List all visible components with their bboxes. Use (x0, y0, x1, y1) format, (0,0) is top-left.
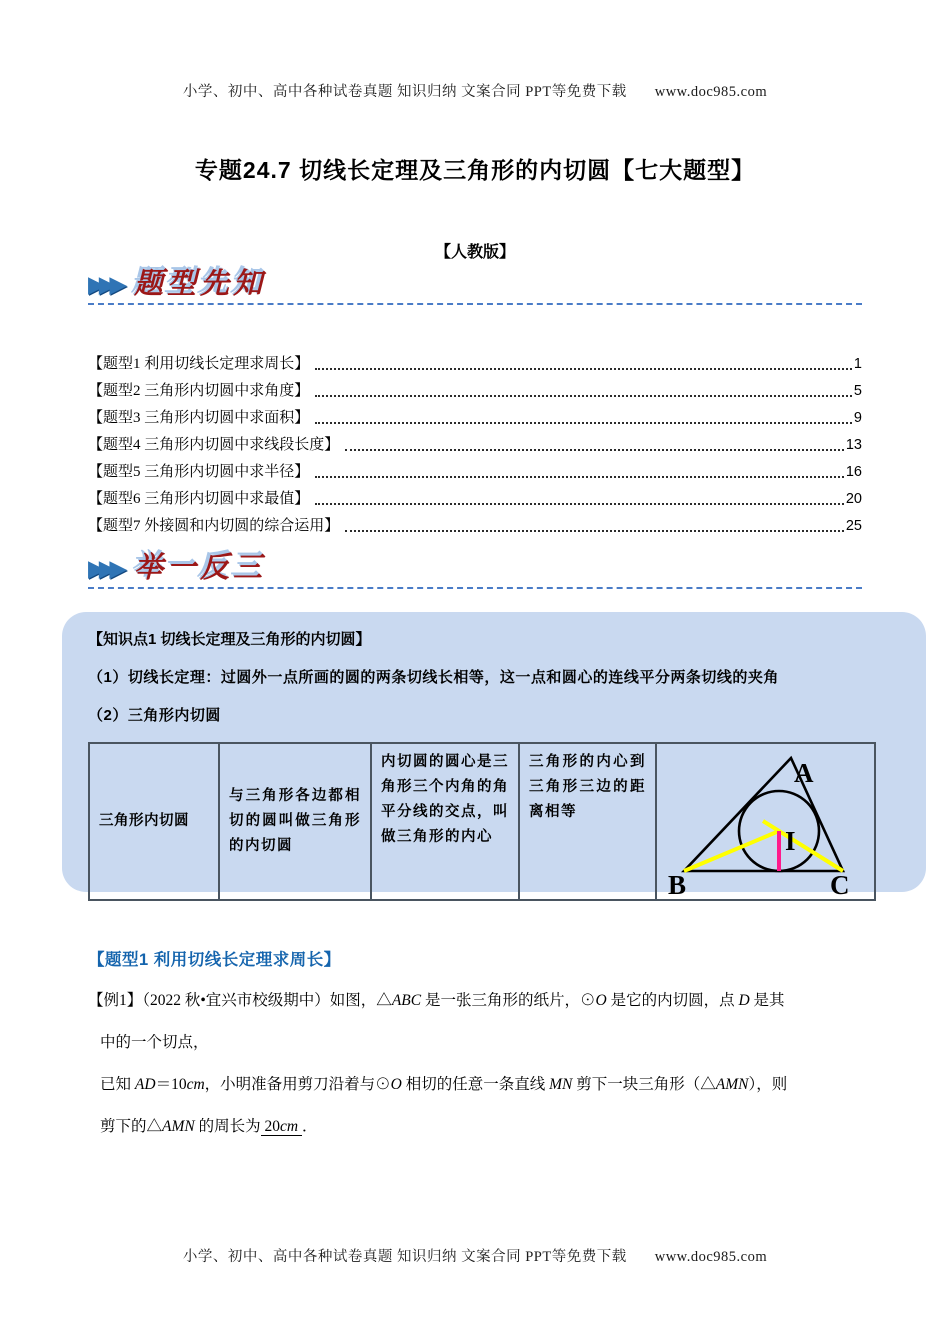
toc-page-number: 13 (845, 437, 862, 453)
page-header (0, 80, 950, 101)
toc-item[interactable] (88, 374, 862, 401)
example-line-1: 【例1】（2022 秋•宜兴市校级期中）如图，△ABC 是一张三角形的纸片，⊙O 是它的内切圆，点 D 是其 (88, 992, 785, 1009)
footer-site-link[interactable]: www.doc985.com (654, 1249, 768, 1265)
toc-dotted-leader (315, 476, 844, 478)
toc-item[interactable] (88, 482, 862, 509)
bisector-from-B (684, 831, 779, 871)
knowledge-point-1: （1）切线长定理：过圆外一点所画的圆的两条切线长相等，这一点和圆心的连线平分两条切线的夹角 (88, 669, 779, 686)
toc-item[interactable] (88, 347, 862, 374)
toc-item[interactable] (88, 401, 862, 428)
table-row (89, 743, 875, 900)
header-site-link[interactable]: www.doc985.com (654, 84, 768, 100)
type1-section-heading: 【题型1 利用切线长定理求周长】 (88, 951, 341, 969)
knowledge-point-box (62, 612, 926, 896)
toc-item-label: 【题型4 三角形内切圆中求线段长度】 (88, 437, 340, 453)
toc-page-number: 9 (853, 410, 862, 426)
toc-item-label: 【题型7 外接圆和内切圆的综合运用】 (88, 518, 340, 534)
example-line-4: 剪下的△AMN 的周长为 20cm ． (100, 1118, 318, 1135)
document-title: 专题24.7 切线长定理及三角形的内切圆【七大题型】 (194, 157, 756, 183)
example-line-2: 中的一个切点， (100, 1034, 209, 1051)
incircle-diagram (658, 745, 873, 896)
edition-label: 【人教版】 (434, 244, 515, 261)
toc-page-number: 1 (853, 356, 862, 372)
toc-item[interactable] (88, 455, 862, 482)
header-promo-text: 小学、初中、高中各种试卷真题 知识归纳 文案合同 PPT等免费下载 (182, 84, 627, 100)
toc-item[interactable] (88, 428, 862, 455)
toc-dotted-leader (345, 530, 844, 532)
toc-page-number: 5 (853, 383, 862, 399)
table-cell-property: 三角形的内心到三角形三边的距离相等 (519, 743, 656, 900)
toc-dotted-leader (315, 422, 852, 424)
toc-item-label: 【题型6 三角形内切圆中求最值】 (88, 491, 310, 507)
section-banner-topic-preview (88, 268, 862, 305)
table-cell-definition: 与三角形各边都相切的圆叫做三角形的内切圆 (219, 743, 371, 900)
toc-item-label: 【题型2 三角形内切圆中求角度】 (88, 383, 310, 399)
toc-page-number: 20 (845, 491, 862, 507)
banner-title: 题型先知 (134, 268, 267, 300)
incenter-label-I: I (785, 826, 798, 856)
toc-page-number: 25 (845, 518, 862, 534)
table-of-contents (88, 347, 862, 536)
triple-arrow-icon: ▶▶▶ (88, 556, 121, 582)
knowledge-point-2: （2）三角形内切圆 (88, 707, 221, 724)
page-footer (0, 1245, 950, 1266)
vertex-label-C: C (830, 870, 851, 896)
toc-item-label: 【题型3 三角形内切圆中求面积】 (88, 410, 310, 426)
toc-item[interactable] (88, 509, 862, 536)
knowledge-point-heading: 【知识点1 切线长定理及三角形的内切圆】 (88, 631, 371, 648)
toc-item-label: 【题型1 利用切线长定理求周长】 (88, 356, 310, 372)
footer-promo-text: 小学、初中、高中各种试卷真题 知识归纳 文案合同 PPT等免费下载 (182, 1249, 627, 1265)
toc-dotted-leader (315, 368, 852, 370)
example-line-3: 已知 AD＝10cm，小明准备用剪刀沿着与⊙O 相切的任意一条直线 MN 剪下一块三角形（△AMN），则 (100, 1076, 788, 1093)
triple-arrow-icon: ▶▶▶ (88, 272, 121, 298)
toc-dotted-leader (345, 449, 844, 451)
vertex-label-A: A (794, 758, 815, 788)
toc-page-number: 16 (845, 464, 862, 480)
banner-title: 举一反三 (134, 552, 267, 584)
toc-item-label: 【题型5 三角形内切圆中求半径】 (88, 464, 310, 480)
toc-dotted-leader (315, 503, 844, 505)
table-cell-incenter: 内切圆的圆心是三角形三个内角的角平分线的交点，叫做三角形的内心 (371, 743, 519, 900)
section-banner-practice (88, 552, 862, 589)
table-cell-term: 三角形内切圆 (89, 743, 219, 900)
table-cell-figure (656, 743, 875, 900)
example-1-problem (88, 980, 888, 1148)
toc-dotted-leader (315, 395, 852, 397)
vertex-label-B: B (668, 870, 688, 896)
incircle-definition-table (88, 742, 876, 901)
